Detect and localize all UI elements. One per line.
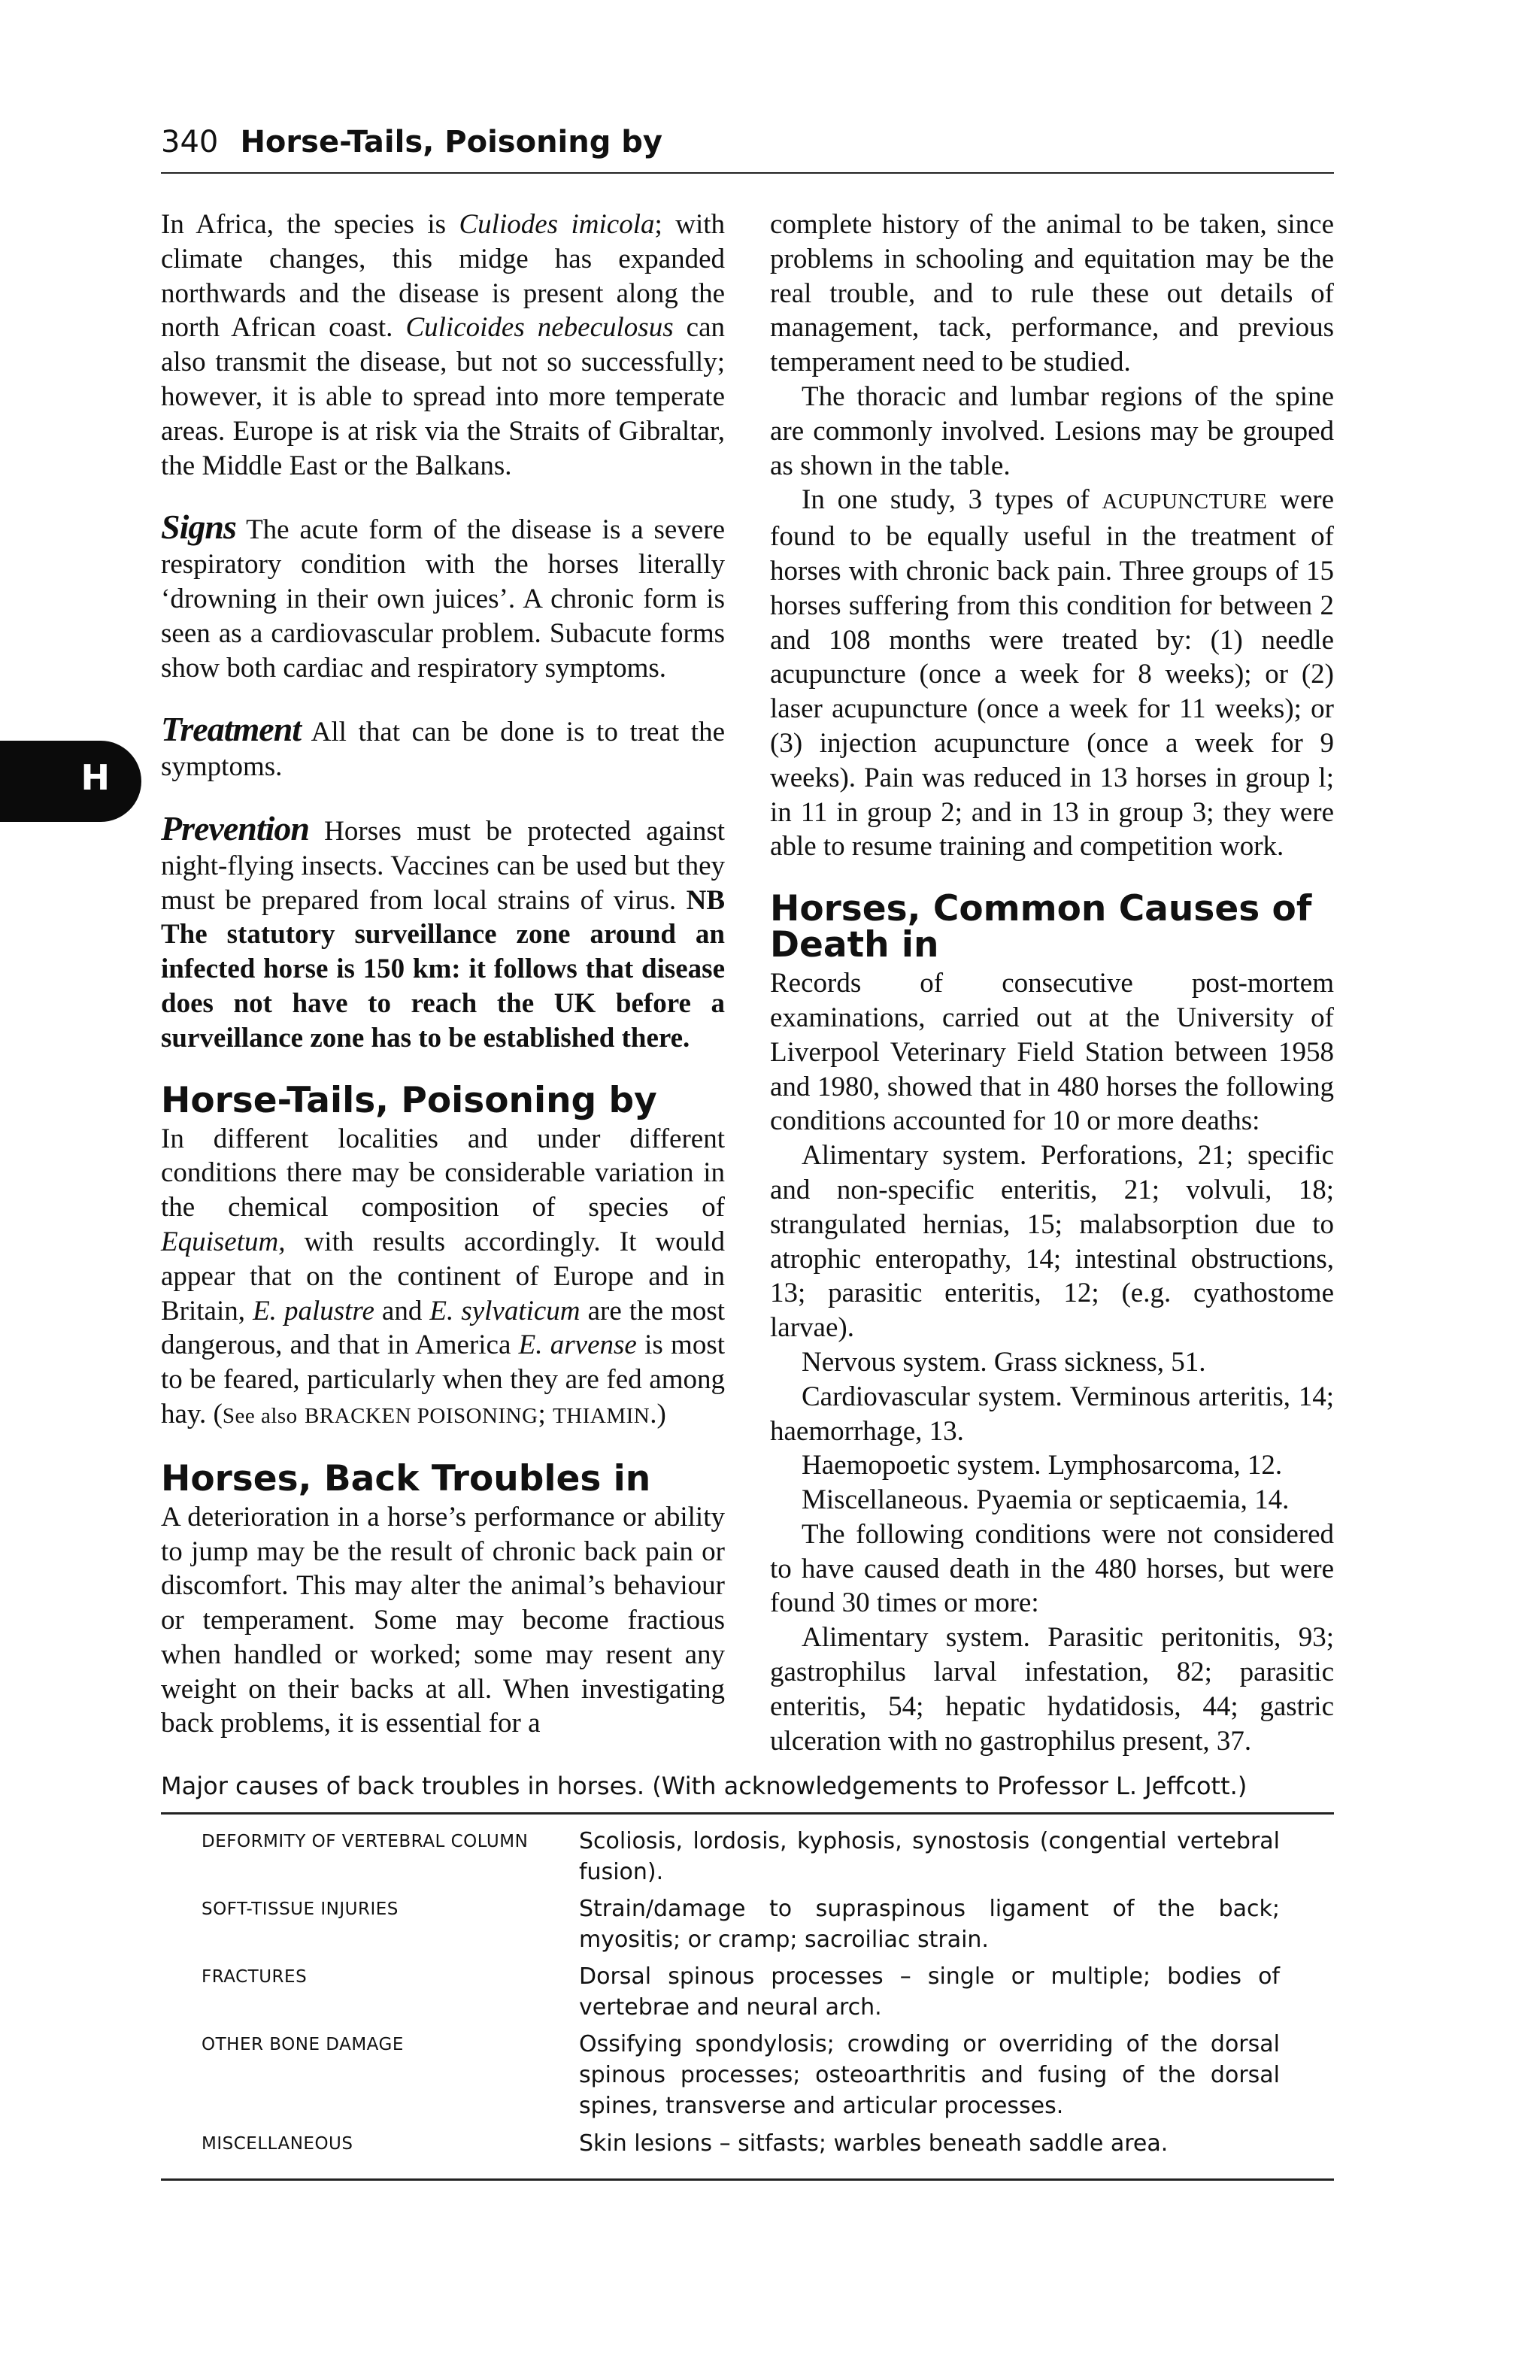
regions-paragraph: The thoracic and lumbar regions of the spine are commonly involved. Lesions may be grouped as shown in the table. [770, 380, 1334, 481]
prevention-label: Prevention [161, 808, 309, 847]
left-column [161, 208, 725, 1741]
table-row-desc: Dorsal spinous processes – single or multiple; bodies of vertebrae and neural arch. [579, 1963, 1280, 2021]
table-row-desc: Ossifying spondylosis; crowding or overriding of the dorsal spinous processes; osteoarthritis and fusing of the dorsal spines, transverse and articular processes. [579, 2031, 1280, 2119]
horse-tails-paragraph: In different localities and under different conditions there may be considerable variation in the chemical composition of species of Equisetum, with results accordingly. It would appear that on the continent of Europe and in Britain, E. palustre and E. sylvaticum are the most dangerous, and that in America E. arvense is most to be feared, particularly when they are fed among hay. (See also BRACKEN POISONING; THIAMIN.) [161, 1123, 726, 1430]
not-cause-alimentary-paragraph: Alimentary system. Parasitic peritonitis, 93; gastrophilus larval infestation, 82; parasitic enteritis, 54; hepatic hydatidosis, 44; gastric ulceration with no gastrophilus present, 37. [770, 1622, 1334, 1757]
bracken-poisoning-ref: BRACKEN POISONING [304, 1403, 538, 1428]
treatment-label: Treatment [161, 710, 302, 749]
table-bottom-rule [161, 2178, 1334, 2181]
table-row-label: OTHER BONE DAMAGE [202, 2035, 404, 2054]
prevention-paragraph: Prevention Horses must be protected against night-flying insects. Vaccines can be used but they must be prepared from local strains of virus. NB The statutory surveillance zone around an infected horse is 150 km: it follows that disease does not have to reach the UK before a surveillance zone has to be established there. [161, 808, 725, 1054]
thumb-index-letter: H [80, 757, 110, 798]
back-troubles-heading: Horses, Back Troubles in [161, 1457, 651, 1499]
table-row-desc: Scoliosis, lordosis, kyphosis, synostosis (congential vertebral fusion). [579, 1828, 1280, 1885]
running-title: Horse-Tails, Poisoning by [240, 125, 662, 159]
table-row-label: DEFORMITY OF VERTEBRAL COLUMN [202, 1832, 529, 1851]
nb-note: NB The statutory surveillance zone around an infected horse is 150 km: it follows that disease does not have to reach the UK before a surveillance zone has to be established there. [161, 884, 725, 1054]
page-number: 340 [161, 125, 219, 159]
history-paragraph: complete history of the animal to be taken, since problems in schooling and equitation may be the real trouble, and to rule these out details of management, tack, performance, and previous temperament need to be studied. [770, 209, 1334, 378]
header-rule [161, 172, 1334, 174]
table-row-label: MISCELLANEOUS [202, 2134, 353, 2154]
right-column [770, 208, 1334, 1758]
running-header [161, 125, 1334, 159]
signs-paragraph: Signs The acute form of the disease is a severe respiratory condition with the horses literally ‘drowning in their own juices’. A chronic form is seen as a cardiovascular problem. Subacute forms show both cardiac and respiratory symptoms. [161, 508, 725, 684]
signs-label: Signs [161, 508, 236, 547]
intro-paragraph: In Africa, the species is Culiodes imicola; with climate changes, this midge has expanded northwards and the disease is present along the north African coast. Culicoides nebeculosus can also transmit the disease, but not so successfully; however, it is able to spread into more temperate areas. Europe is at risk via the Straits of Gibraltar, the Middle East or the Balkans. [161, 209, 726, 481]
death-records-paragraph: Records of consecutive post-mortem examinations, carried out at the University of Liverpool Veterinary Field Station between 1958 and 1980, showed that in 480 horses the following conditions accounted for 10 or more deaths: [770, 968, 1334, 1137]
not-cause-paragraph: The following conditions were not considered to have caused death in the 480 horses, but were found 30 times or more: [770, 1518, 1334, 1619]
table-row-desc: Strain/damage to supraspinous ligament of the back; myositis; or cramp; sacroiliac strain. [579, 1896, 1280, 1953]
acupuncture-ref: ACUPUNCTURE [1102, 490, 1268, 514]
acupuncture-paragraph: In one study, 3 types of ACUPUNCTURE were found to be equally useful in the treatment of horses with chronic back pain. Three groups of 15 horses suffering from this condition for between 2 and 108 months were treated by: (1) needle acupuncture (once a week for 8 weeks); or (2) laser acupuncture (once a week for 11 weeks); or (3) injection acupuncture (once a week for 9 weeks). Pain was reduced in 13 horses in group l; in 11 in group 2; and in 13 in group 3; they were able to resume training and competition work. [770, 484, 1334, 863]
death-cardiovascular-paragraph: Cardiovascular system. Verminous arteritis, 14; haemorrhage, 13. [770, 1381, 1334, 1447]
thiamin-ref: THIAMIN [553, 1403, 650, 1428]
table-row-label: FRACTURES [202, 1967, 308, 1987]
back-troubles-paragraph: A deterioration in a horse’s performance or ability to jump may be the result of chronic back pain or discomfort. This may alter the animal’s behaviour or temperament. Some may become fractious when handled or worked; some may resent any weight on their backs at all. When investigating back problems, it is essential for a [161, 1501, 725, 1739]
table-caption: Major causes of back troubles in horses. (With acknowledgements to Professor L. Jeffcott.) [161, 1772, 1247, 1800]
table-top-rule [161, 1812, 1334, 1815]
horse-tails-heading: Horse-Tails, Poisoning by [161, 1079, 657, 1121]
table-row-label: SOFT-TISSUE INJURIES [202, 1899, 399, 1919]
death-alimentary-paragraph: Alimentary system. Perforations, 21; specific and non-specific enteritis, 21; volvuli, 18; strangulated hernias, 15; malabsorption due to atrophic enteropathy, 14; intestinal obstructions, 13; parasitic enteritis, 12; (e.g. cyathostome larvae). [770, 1140, 1334, 1344]
treatment-paragraph: Treatment All that can be done is to treat the symptoms. [161, 710, 725, 783]
death-nervous-paragraph: Nervous system. Grass sickness, 51. [802, 1346, 1206, 1378]
death-causes-heading: Horses, Common Causes of Death in [770, 888, 1312, 966]
death-haemopoetic-paragraph: Haemopoetic system. Lymphosarcoma, 12. [802, 1450, 1283, 1481]
thumb-index-tab [0, 741, 141, 822]
table-row-desc: Skin lesions – sitfasts; warbles beneath saddle area. [579, 2130, 1169, 2157]
death-misc-paragraph: Miscellaneous. Pyaemia or septicaemia, 14. [802, 1484, 1290, 1516]
